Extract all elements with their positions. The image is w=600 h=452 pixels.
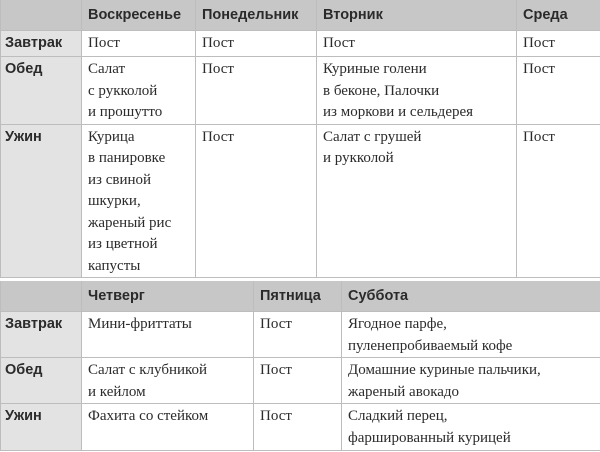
row-label-dinner: Ужин	[1, 404, 82, 451]
meal-line: Курица	[88, 128, 135, 145]
meal-line: Мини-фриттаты	[88, 316, 192, 332]
meal-cell	[254, 358, 342, 404]
meal-cell	[82, 124, 196, 278]
meal-cell	[254, 312, 342, 358]
meal-line: пуленепробиваемый кофе	[348, 337, 513, 354]
meal-cell	[82, 312, 254, 358]
meal-cell	[82, 31, 196, 57]
meal-line: жареный рис	[88, 214, 172, 231]
meal-cell	[342, 358, 600, 404]
header-day-saturday: Суббота	[342, 281, 600, 312]
meal-line: Салат	[88, 61, 126, 77]
header-day-sunday: Воскресенье	[82, 0, 196, 31]
meal-cell	[82, 404, 254, 451]
meal-line: Пост	[260, 362, 292, 378]
header-corner	[1, 0, 82, 31]
meal-line: Домашние куриные пальчики,	[348, 362, 541, 378]
meal-line: и кейлом	[88, 383, 146, 400]
meal-line: из цветной	[88, 236, 158, 252]
meal-line: Пост	[260, 408, 292, 424]
meal-line: Пост	[88, 35, 120, 51]
table-row-lunch	[1, 358, 600, 404]
meal-cell	[196, 31, 317, 57]
meal-line: капусты	[88, 257, 141, 274]
meal-line: Куриные голени	[323, 61, 427, 77]
meal-cell	[517, 57, 600, 125]
row-label-breakfast: Завтрак	[1, 312, 82, 358]
meal-line: Салат с грушей	[323, 128, 422, 145]
meal-line: фаршированный курицей	[348, 429, 511, 446]
meal-line: и прошутто	[88, 104, 163, 120]
header-day-tuesday: Вторник	[317, 0, 517, 31]
header-day-wednesday: Среда	[517, 0, 600, 31]
meal-cell	[254, 404, 342, 451]
meal-line: в беконе, Палочки	[323, 82, 440, 99]
header-day-thursday: Четверг	[82, 281, 254, 312]
meal-line: Пост	[202, 35, 234, 51]
meal-line: из свиной	[88, 171, 152, 188]
meal-line: Пост	[323, 35, 355, 51]
table-row-dinner	[1, 124, 600, 278]
meal-cell	[317, 124, 517, 278]
meal-cell	[196, 57, 317, 125]
meal-cell	[317, 57, 517, 125]
meal-line: шкурки,	[88, 193, 141, 209]
meal-line: Пост	[260, 316, 292, 332]
row-label-lunch: Обед	[1, 57, 82, 125]
row-label-lunch: Обед	[1, 358, 82, 404]
table-header-row	[1, 281, 600, 312]
meal-cell	[517, 31, 600, 57]
meal-cell	[82, 57, 196, 125]
meal-line: из моркови и сельдерея	[323, 104, 474, 120]
meal-line: Пост	[523, 61, 555, 77]
meal-cell	[342, 312, 600, 358]
table-row-breakfast	[1, 312, 600, 358]
table-header-row	[1, 0, 600, 31]
row-label-dinner: Ужин	[1, 124, 82, 278]
meal-line: Сладкий перец,	[348, 408, 448, 424]
meal-cell	[317, 31, 517, 57]
meal-line: Пост	[202, 61, 234, 77]
table-row-dinner	[1, 404, 600, 451]
meal-plan-table-2	[0, 281, 600, 451]
header-corner	[1, 281, 82, 312]
table-row-lunch	[1, 57, 600, 125]
meal-line: Пост	[202, 128, 234, 145]
meal-line: жареный авокадо	[348, 383, 460, 400]
meal-line: с рукколой	[88, 82, 158, 99]
meal-cell	[196, 124, 317, 278]
meal-line: в панировке	[88, 150, 166, 166]
row-label-breakfast: Завтрак	[1, 31, 82, 57]
meal-line: Ягодное парфе,	[348, 316, 447, 332]
meal-line: Пост	[523, 128, 555, 145]
meal-cell	[342, 404, 600, 451]
meal-cell	[82, 358, 254, 404]
meal-line: Салат с клубникой	[88, 362, 208, 378]
header-day-friday: Пятница	[254, 281, 342, 312]
header-day-monday: Понедельник	[196, 0, 317, 31]
meal-line: Пост	[523, 35, 555, 51]
table-row-breakfast	[1, 31, 600, 57]
meal-line: и рукколой	[323, 150, 394, 166]
meal-line: Фахита со стейком	[88, 408, 209, 424]
meal-cell	[517, 124, 600, 278]
